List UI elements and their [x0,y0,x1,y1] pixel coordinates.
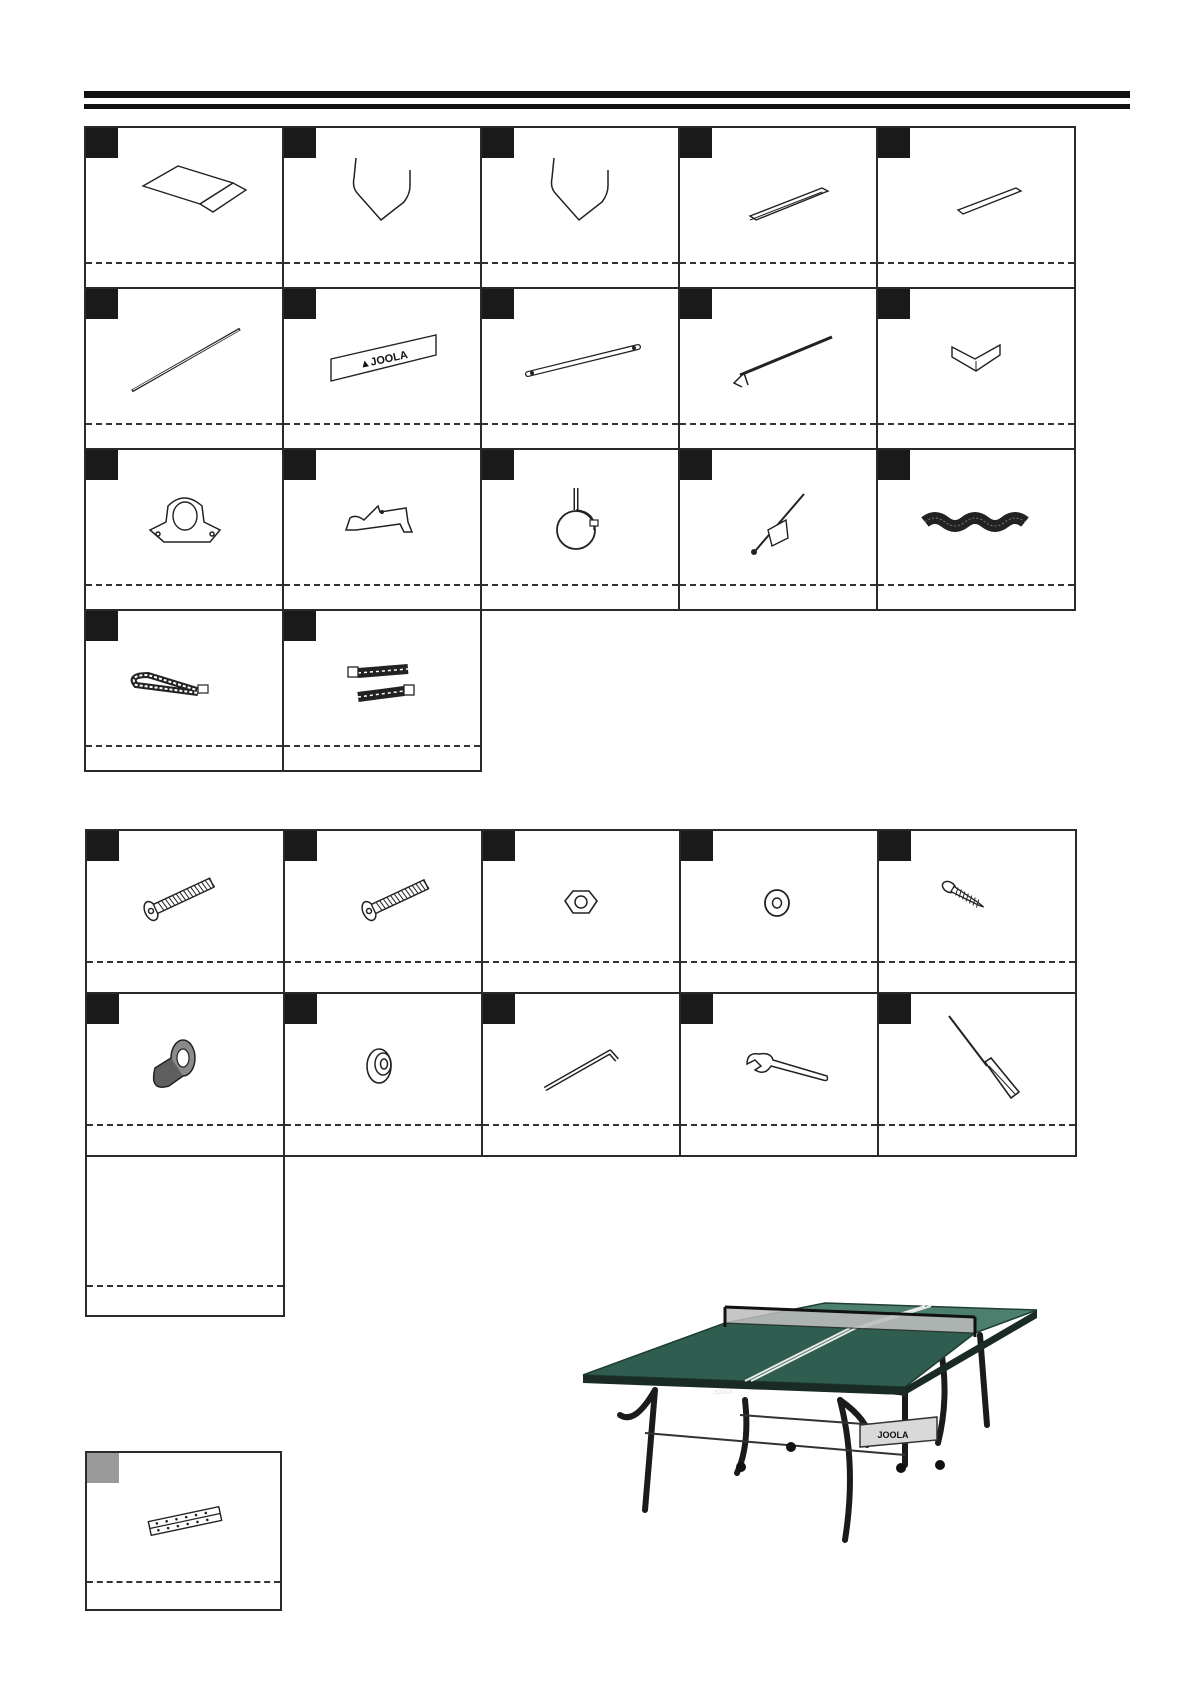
header-rule-bottom [84,104,1130,109]
corner-bracket-icon [878,289,1076,423]
quantity-line [86,262,282,264]
hardware-cell-6 [85,992,285,1157]
hardware-cell-10 [877,992,1077,1157]
flanged-washer-icon [285,994,483,1124]
part-cell-5 [876,126,1076,289]
hardware-cell-1 [85,829,285,994]
part-cell-16 [84,609,284,772]
quantity-line [285,1124,481,1126]
nut-icon [483,831,681,961]
quantity-line [482,584,678,586]
part-cell-13 [480,448,680,611]
quantity-line [285,961,481,963]
quantity-line [681,961,877,963]
allen-key-icon [483,994,681,1124]
quantity-line [681,1124,877,1126]
part-cell-4 [678,126,878,289]
quantity-line [879,1124,1075,1126]
hinge-icon [87,1453,284,1583]
part-cell-7 [282,287,482,450]
quantity-line [483,961,679,963]
quantity-line [87,1124,283,1126]
product-photo-table [575,1295,1045,1545]
brace-icon [680,289,878,423]
part-cell-10 [876,287,1076,450]
part-cell-1 [84,126,284,289]
part-cell-17 [282,609,482,772]
quantity-line [284,262,480,264]
quantity-line [878,262,1074,264]
quantity-line [284,584,480,586]
hardware-cell-2 [283,829,483,994]
quantity-line [87,961,283,963]
rubber-foot-icon [87,994,285,1124]
hardware-cell-5 [877,829,1077,994]
part-cell-2 [282,126,482,289]
leg-frame-icon [284,128,482,262]
panel-brand-text: JOOLA [877,1430,909,1440]
quantity-line [86,745,282,747]
angle-rail-icon [680,128,878,262]
hardware-extra-cell-1 [85,1155,285,1317]
quantity-line [482,262,678,264]
long-bolt-icon [87,831,285,961]
pipe-clamp-icon [86,450,284,584]
quantity-line [878,423,1074,425]
wood-screw-icon [879,831,1077,961]
quantity-line [680,584,876,586]
tube-icon [482,289,680,423]
quantity-line [86,584,282,586]
net-icon [878,450,1076,584]
quantity-line [284,745,480,747]
quantity-line [284,423,480,425]
part-cell-12 [282,448,482,611]
part-cell-11 [84,448,284,611]
screwdriver-icon [879,994,1077,1124]
quantity-line [483,1124,679,1126]
hardware-cell-9 [679,992,879,1157]
quantity-line [879,961,1075,963]
part-cell-hinge [85,1451,282,1611]
blank-icon [87,1157,285,1285]
table-brand-text: JOOLA [713,1390,733,1396]
quantity-line [878,584,1074,586]
part-cell-14 [678,448,878,611]
header-rule-top [84,91,1130,98]
brand-panel-icon [284,289,482,423]
cord-icon [86,611,284,745]
quantity-line [482,423,678,425]
quantity-line [87,1285,283,1287]
quantity-line [680,262,876,264]
svg-text:▲JOOLA: ▲JOOLA [358,349,409,371]
hardware-cell-4 [679,829,879,994]
quantity-line [86,423,282,425]
part-cell-3 [480,126,680,289]
quantity-line [87,1581,280,1583]
washer-icon [681,831,879,961]
hook-bracket-icon [284,450,482,584]
caster-wheel-icon [482,450,680,584]
quantity-line [680,423,876,425]
leg-frame-icon [482,128,680,262]
part-cell-6 [84,287,284,450]
buckle-strap-icon [284,611,482,745]
bolt-icon [285,831,483,961]
part-cell-9 [678,287,878,450]
short-angle-rail-icon [878,128,1076,262]
hardware-cell-3 [481,829,681,994]
folded-sheet-icon [86,128,284,262]
wrench-icon [681,994,879,1124]
net-post-clamp-icon [680,450,878,584]
hardware-cell-8 [481,992,681,1157]
part-cell-15 [876,448,1076,611]
hardware-cell-7 [283,992,483,1157]
part-cell-8 [480,287,680,450]
long-rod-icon [86,289,284,423]
